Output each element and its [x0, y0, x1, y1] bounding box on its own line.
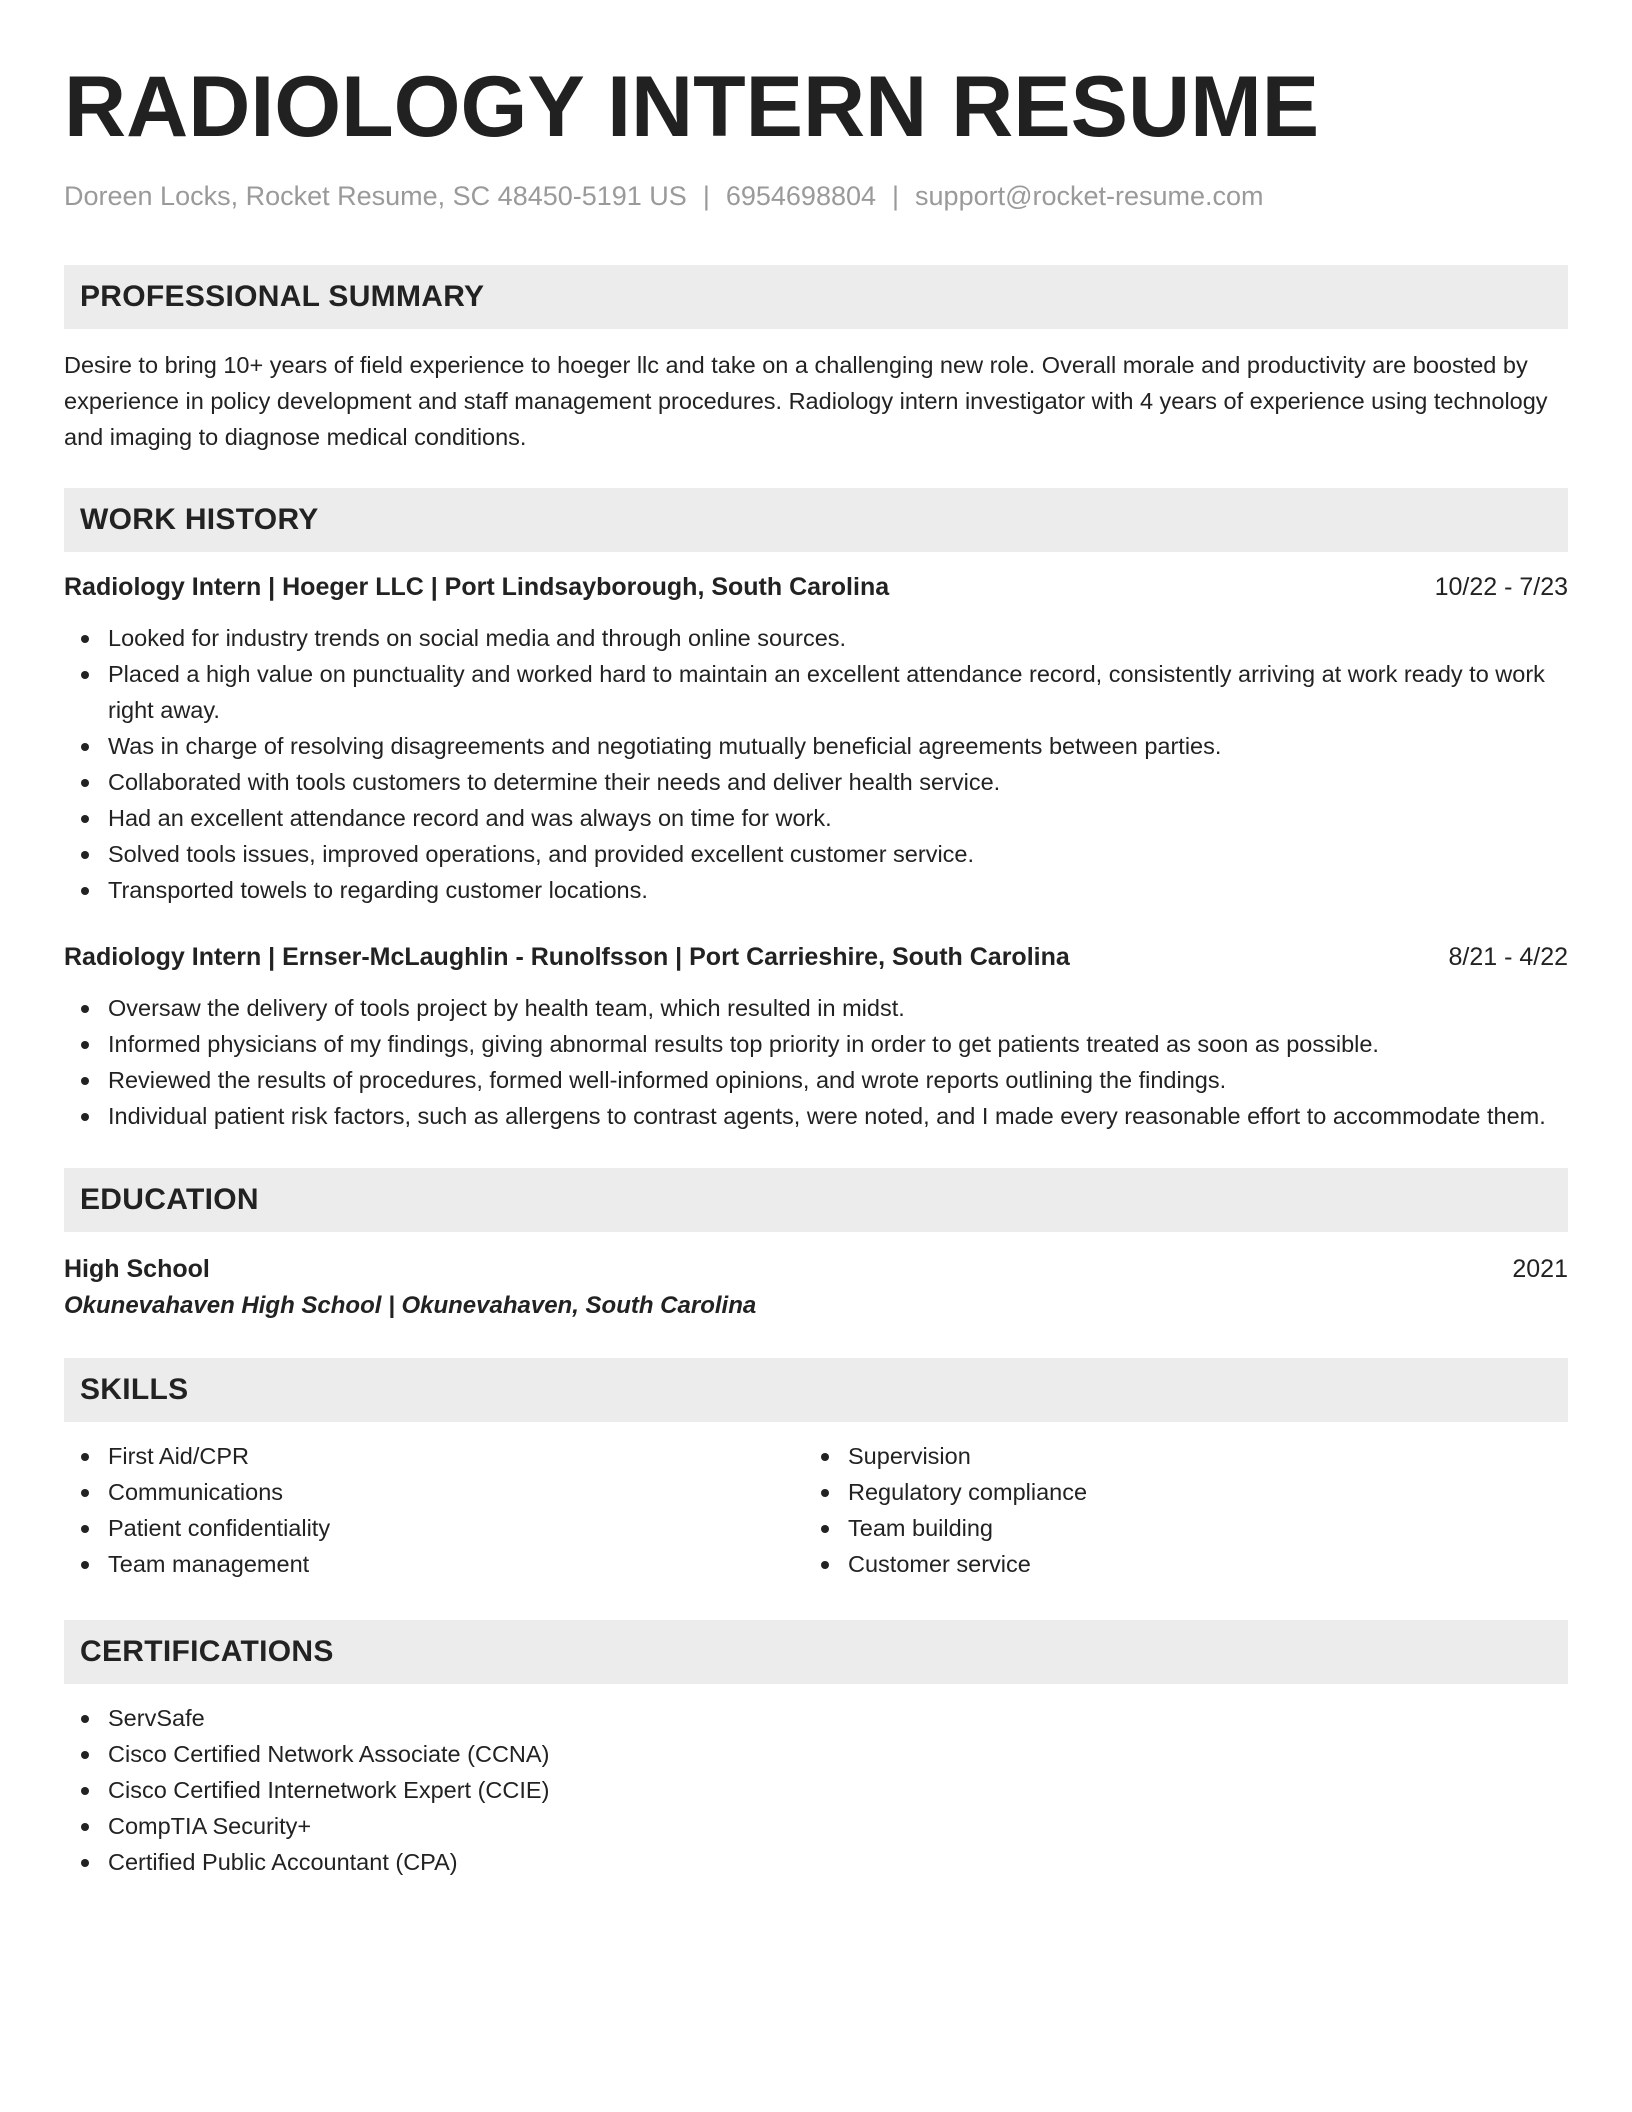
- list-item: Was in charge of resolving disagreements and negotiating mutually beneficial agreements between parties.: [64, 728, 1568, 764]
- skills-column-left: [64, 1438, 804, 1582]
- list-item: Supervision: [804, 1438, 1544, 1474]
- list-item: Placed a high value on punctuality and worked hard to maintain an excellent attendance record, consistently arriving at work ready to work right away.: [64, 656, 1568, 728]
- section-heading-certifications: CERTIFICATIONS: [64, 1620, 1568, 1684]
- job-entry: [64, 570, 1568, 908]
- list-item: Had an excellent attendance record and was always on time for work.: [64, 800, 1568, 836]
- job-bullets: [64, 990, 1568, 1134]
- education-entry: [64, 1252, 1568, 1322]
- list-item: Individual patient risk factors, such as allergens to contrast agents, were noted, and I made every reasonable effort to accommodate them.: [64, 1098, 1568, 1134]
- job-title: Radiology Intern | Hoeger LLC | Port Lindsayborough, South Carolina: [64, 573, 890, 601]
- list-item: Regulatory compliance: [804, 1474, 1544, 1510]
- list-item: Transported towels to regarding customer locations.: [64, 872, 1568, 908]
- contact-separator: |: [702, 181, 710, 211]
- list-item: Communications: [64, 1474, 804, 1510]
- section-heading-education: EDUCATION: [64, 1168, 1568, 1232]
- job-dates: 10/22 - 7/23: [1434, 573, 1568, 601]
- education-school: Okunevahaven High School | Okunevahaven, South Carolina: [64, 1292, 757, 1319]
- section-heading-skills: SKILLS: [64, 1358, 1568, 1422]
- list-item: CompTIA Security+: [64, 1808, 1568, 1844]
- education-year: 2021: [1512, 1255, 1568, 1283]
- education-header: [64, 1252, 1568, 1286]
- contact-phone: 6954698804: [725, 181, 877, 211]
- list-item: Cisco Certified Internetwork Expert (CCIE): [64, 1772, 1568, 1808]
- list-item: Reviewed the results of procedures, formed well-informed opinions, and wrote reports outlining the findings.: [64, 1062, 1568, 1098]
- list-item: Informed physicians of my findings, giving abnormal results top priority in order to get patients treated as soon as possible.: [64, 1026, 1568, 1062]
- list-item: Cisco Certified Network Associate (CCNA): [64, 1736, 1568, 1772]
- list-item: Team building: [804, 1510, 1544, 1546]
- job-dates: 8/21 - 4/22: [1448, 943, 1568, 971]
- list-item: Looked for industry trends on social media and through online sources.: [64, 620, 1568, 656]
- skills-column-right: [804, 1438, 1544, 1582]
- education-degree: High School: [64, 1255, 210, 1283]
- list-item: Team management: [64, 1546, 804, 1582]
- skills-grid: [64, 1438, 1568, 1582]
- list-item: Certified Public Accountant (CPA): [64, 1844, 1568, 1880]
- list-item: ServSafe: [64, 1700, 1568, 1736]
- job-bullets: [64, 620, 1568, 908]
- job-header: [64, 570, 1568, 604]
- section-heading-summary: PROFESSIONAL SUMMARY: [64, 265, 1568, 329]
- list-item: First Aid/CPR: [64, 1438, 804, 1474]
- list-item: Solved tools issues, improved operations, and provided excellent customer service.: [64, 836, 1568, 872]
- job-header: [64, 940, 1568, 974]
- certifications-list: [64, 1700, 1568, 1880]
- summary-text: Desire to bring 10+ years of field experience to hoeger llc and take on a challenging new role. Overall morale and productivity are boosted by experience in policy development and staff management procedures. Radiology intern investigator with 4 years of experience using technology and imaging to diagnose medical conditions.: [64, 352, 1548, 450]
- list-item: Customer service: [804, 1546, 1544, 1582]
- job-entry: [64, 940, 1568, 1134]
- list-item: Oversaw the delivery of tools project by health team, which resulted in midst.: [64, 990, 1568, 1026]
- contact-email: support@rocket-resume.com: [915, 181, 1264, 211]
- list-item: Patient confidentiality: [64, 1510, 804, 1546]
- contact-address: Doreen Locks, Rocket Resume, SC 48450-5191 US: [64, 181, 687, 211]
- list-item: Collaborated with tools customers to determine their needs and deliver health service.: [64, 764, 1568, 800]
- job-title: Radiology Intern | Ernser-McLaughlin - Runolfsson | Port Carrieshire, South Carolina: [64, 943, 1070, 971]
- contact-line: [64, 179, 1568, 213]
- section-heading-work-history: WORK HISTORY: [64, 488, 1568, 552]
- contact-separator: |: [892, 181, 900, 211]
- resume-title: RADIOLOGY INTERN RESUME: [64, 59, 1320, 155]
